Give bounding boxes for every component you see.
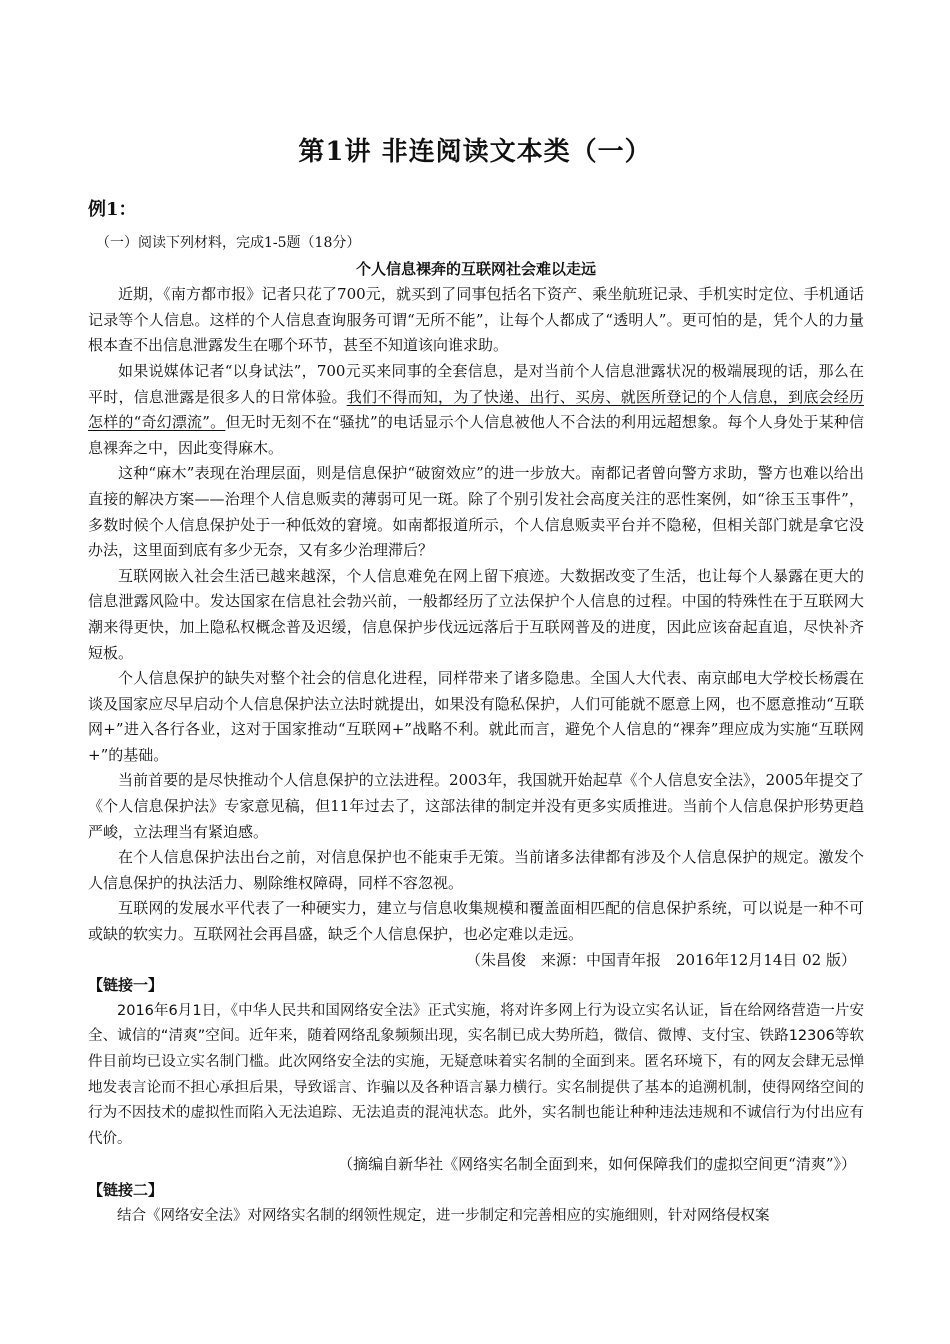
link2-heading: 【链接二】 [88,1180,164,1199]
article-paragraph: 这种“麻木”表现在治理层面，则是信息保护“破窗效应”的进一步放大。南都记者曾向警方求助，警方也难以给出直接的解决方案——治理个人信息贩卖的薄弱可见一斑。除了个别引发社会高度关注的恶性案例，如“徐玉玉事件”，多数时候个人信息保护处于一种低效的窘境。如南都报道所示，个人信息贩卖平台并不隐秘，但相关部门就是拿它没办法，这里面到底有多少无奈，又有多少治理滞后？ [88,464,864,560]
document-body [88,231,864,1229]
article-paragraph: 互联网嵌入社会生活已越来越深，个人信息难免在网上留下痕迹。大数据改变了生活，也让每个人暴露在更大的信息泄露风险中。发达国家在信息社会勃兴前，一般都经历了立法保护个人信息的过程。中国的特殊性在于互联网大潮来得更快，加上隐私权概念普及迟缓，信息保护步伐远远落后于互联网普及的进度，因此应该奋起直追，尽快补齐短板。 [88,566,864,662]
article-paragraph [88,359,864,461]
example-label: 例1： [88,199,137,220]
article-paragraph: 互联网的发展水平代表了一种硬实力，建立与信息收集规模和覆盖面相匹配的信息保护系统，可以说是一种不可或缺的软实力。互联网社会再昌盛，缺乏个人信息保护，也必定难以走远。 [88,899,864,944]
link1-heading: 【链接一】 [88,976,164,995]
article-source: （朱昌俊 来源：中国青年报 2016年12月14日 02 版） [466,950,856,969]
instruction-text: （一）阅读下列材料，完成1-5题（18分） [96,235,361,251]
link2-paragraph: 结合《网络安全法》对网络实名制的纲领性规定，进一步制定和完善相应的实施细则，针对网络侵权案 [117,1207,770,1224]
paragraph-text: 但无时无刻不在“骚扰”的电话显示个人信息被他人不合法的利用远超想象。每个人身处于某种信息裸奔之中，因此变得麻木。 [88,413,864,457]
page-title: 第1讲 非连阅读文本类（一） [298,137,652,167]
article-paragraph: 近期，《南方都市报》记者只花了700元，就买到了同事包括名下资产、乘坐航班记录、手机实时定位、手机通话记录等个人信息。这样的个人信息查询服务可谓“无所不能”，让每个人都成了“透明人”。更可怕的是，凭个人的力量根本查不出信息泄露发生在哪个环节，甚至不知道该向谁求助。 [88,285,864,355]
article-paragraph: 当前首要的是尽快推动个人信息保护的立法进程。2003年，我国就开始起草《个人信息安全法》，2005年提交了《个人信息保护法》专家意见稿，但11年过去了，这部法律的制定并没有更多实质推进。当前个人信息保护形势更趋严峻，立法理当有紧迫感。 [88,771,864,841]
article-title: 个人信息裸奔的互联网社会难以走远 [355,259,596,278]
article-paragraph: 在个人信息保护法出台之前，对信息保护也不能束手无策。当前诸多法律都有涉及个人信息保护的规定。激发个人信息保护的执法活力、剔除维权障碍，同样不容忽视。 [88,848,864,892]
article-paragraph: 个人信息保护的缺失对整个社会的信息化进程，同样带来了诸多隐患。全国人大代表、南京邮电大学校长杨震在谈及国家应尽早启动个人信息保护法立法时就提出，如果没有隐私保护，人们可能就不愿意上网，也不愿意推动“互联网+”进入各行各业，这对于国家推动“互联网+”战略不利。就此而言，避免个人信息的“裸奔”理应成为实施“互联网+”的基础。 [88,669,864,764]
underlined-sentence: 我们不得而知，为了快递、出行、买房、就医所登记的个人信息，到底会经历怎样的“奇幻漂流”。 [88,387,864,432]
paragraph-text: 如果说媒体记者“以身试法”，700元买来同事的全套信息，是对当前个人信息泄露状况的极端展现的话，那么在平时，信息泄露是很多人的日常体验。 [88,361,864,406]
link1-source: （摘编自新华社《网络实名制全面到来，如何保障我们的虚拟空间更“清爽”》） [338,1155,856,1174]
link1-paragraph: 2016年6月1日，《中华人民共和国网络安全法》正式实施，将对许多网上行为设立实名认证，旨在给网络营造一片安全、诚信的“清爽”空间。近年来，随着网络乱象频频出现，实名制已成大势所趋，微信、微博、支付宝、铁路12306等软件目前均已设立实名制门槛。此次网络安全法的实施，无疑意味着实名制的全面到来。匿名环境下，有的网友会肆无忌惮地发表言论而不担心承担后果，导致谣言、诈骗以及各种语言暴力横行。实名制提供了基本的追溯机制，使得网络空间的行为不因技术的虚拟性而陷入无法追踪、无法追责的混沌状态。此外，实名制也能让种种违法违规和不诚信行为付出应有代价。 [88,1002,864,1147]
